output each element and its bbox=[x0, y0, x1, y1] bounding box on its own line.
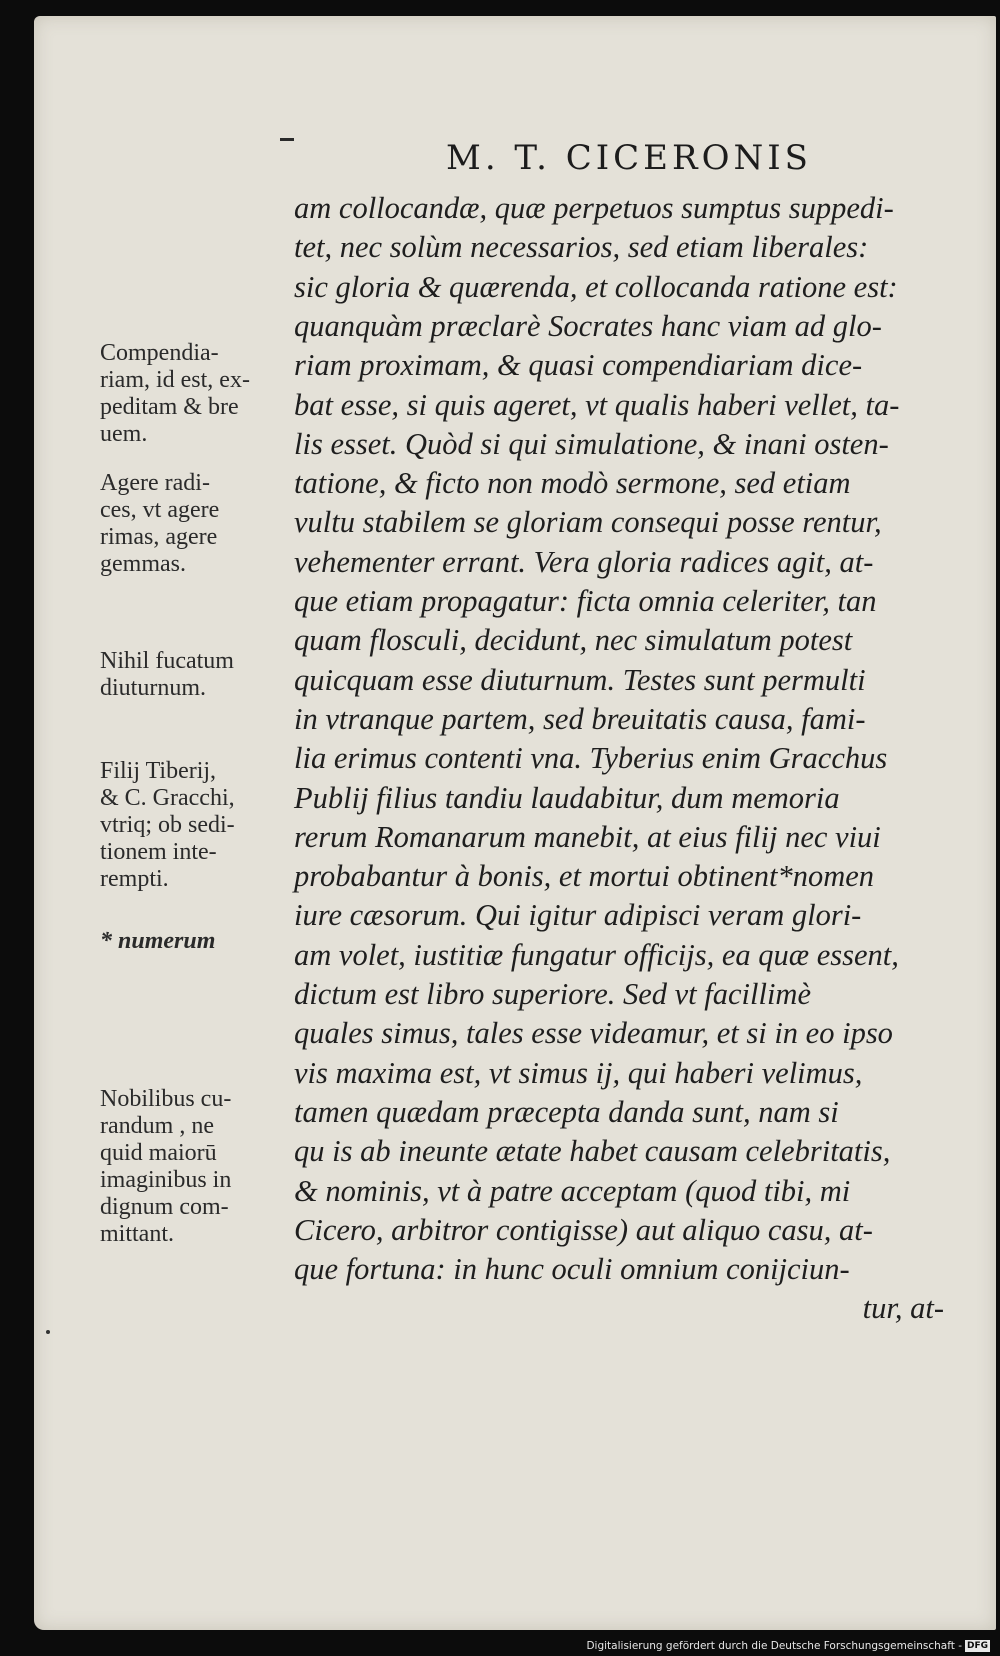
margin-note bbox=[100, 648, 234, 702]
text-line: quicquam esse diuturnum. Testes sunt permulti bbox=[294, 662, 866, 697]
margin-note-line: * numerum bbox=[100, 928, 216, 954]
text-line: quales simus, tales esse videamur, et si in eo ipso bbox=[294, 1016, 893, 1051]
margin-note-line: Agere radi- bbox=[100, 470, 210, 496]
digitization-footer bbox=[586, 1640, 990, 1652]
margin-note bbox=[100, 470, 219, 578]
margin-note-line: riam, id est, ex- bbox=[100, 367, 250, 393]
margin-note-line: Nobilibus cu- bbox=[100, 1086, 232, 1112]
margin-note-line: gemmas. bbox=[100, 551, 186, 577]
margin-note-line: peditam & bre bbox=[100, 394, 239, 420]
margin-note-line: dignum com- bbox=[100, 1194, 229, 1220]
margin-note-line: diuturnum. bbox=[100, 675, 206, 701]
catchword: tur, at- bbox=[862, 1291, 944, 1326]
margin-note-line: randum , ne bbox=[100, 1113, 214, 1139]
margin-note bbox=[100, 340, 250, 448]
text-line: que etiam propagatur: ficta omnia celeriter, tan bbox=[294, 584, 877, 618]
margin-note bbox=[100, 928, 215, 955]
text-line: am volet, iustitiæ fungatur officijs, ea quæ essent, bbox=[294, 937, 899, 972]
text-line: dictum est libro superiore. Sed vt facillimè bbox=[294, 977, 811, 1011]
text-line: & nominis, vt à patre acceptam (quod tibi, mi bbox=[294, 1173, 851, 1208]
text-line: vehementer errant. Vera gloria radices agit, at- bbox=[294, 544, 874, 579]
running-head: M. T. CICERONIS bbox=[446, 138, 812, 178]
text-line: sic gloria & quærenda, et collocanda ratione est: bbox=[294, 269, 898, 304]
margin-note-line: & C. Gracchi, bbox=[100, 785, 235, 811]
text-line: tamen quædam præcepta danda sunt, nam si bbox=[294, 1094, 839, 1129]
text-line: probabantur à bonis, et mortui obtinent*nomen bbox=[294, 859, 875, 894]
margin-note-line: Nihil fucatum bbox=[100, 648, 234, 674]
margin-note-line: uem. bbox=[100, 421, 148, 447]
margin-note-line: vtriq; ob sedi- bbox=[100, 812, 235, 838]
margin-note-line: ces, vt agere bbox=[100, 497, 220, 523]
stray-mark bbox=[46, 1330, 50, 1334]
margin-note-line: mittant. bbox=[100, 1221, 174, 1247]
page-mark bbox=[280, 138, 294, 141]
text-line: rerum Romanarum manebit, at eius filij nec viui bbox=[294, 819, 881, 854]
text-line: tatione, & ficto non modò sermone, sed etiam bbox=[294, 466, 851, 501]
footer-credit: Digitalisierung gefördert durch die Deutsche Forschungsgemeinschaft - bbox=[586, 1640, 962, 1652]
text-line: que fortuna: in hunc oculi omnium conijciun- bbox=[294, 1252, 850, 1287]
text-line: vultu stabilem se gloriam consequi posse rentur, bbox=[294, 505, 882, 540]
text-line: quam flosculi, decidunt, nec simulatum potest bbox=[294, 623, 853, 658]
margin-note-line: imaginibus in bbox=[100, 1167, 232, 1193]
margin-note bbox=[100, 758, 235, 893]
text-line: lis esset. Quòd si qui simulatione, & inani osten- bbox=[294, 426, 889, 461]
text-line: qu is ab ineunte ætate habet causam celebritatis, bbox=[294, 1134, 891, 1169]
text-line: vis maxima est, vt simus ij, qui haberi velimus, bbox=[294, 1055, 863, 1090]
text-line: Publij filius tandiu laudabitur, dum memoria bbox=[294, 780, 840, 815]
text-line: in vtranque partem, sed breuitatis causa, fami- bbox=[294, 701, 866, 736]
margin-note-line: tionem inte- bbox=[100, 839, 217, 865]
text-line: am collocandæ, quæ perpetuos sumptus suppedi- bbox=[294, 191, 894, 225]
text-line: bat esse, si quis ageret, vt qualis haberi vellet, ta- bbox=[294, 387, 900, 422]
margin-note-line: rempti. bbox=[100, 866, 169, 892]
margin-note-line: Filij Tiberij, bbox=[100, 758, 217, 784]
text-line: iure cæsorum. Qui igitur adipisci veram glori- bbox=[294, 898, 862, 933]
margin-note-line: quid maiorū bbox=[100, 1140, 217, 1166]
margin-note-line: rimas, agere bbox=[100, 524, 218, 550]
text-line: riam proximam, & quasi compendiariam dice- bbox=[294, 348, 863, 383]
margin-note-line: Compendia- bbox=[100, 340, 219, 366]
text-line: lia erimus contenti vna. Tyberius enim Gracchus bbox=[294, 741, 888, 776]
text-line: Cicero, arbitror contigisse) aut aliquo casu, at- bbox=[294, 1212, 873, 1247]
margin-note bbox=[100, 1086, 231, 1248]
text-line: quanquàm præclarè Socrates hanc viam ad glo- bbox=[294, 308, 882, 343]
text-line: tet, nec solùm necessarios, sed etiam liberales: bbox=[294, 230, 869, 265]
dfg-logo: DFG bbox=[966, 1641, 988, 1651]
